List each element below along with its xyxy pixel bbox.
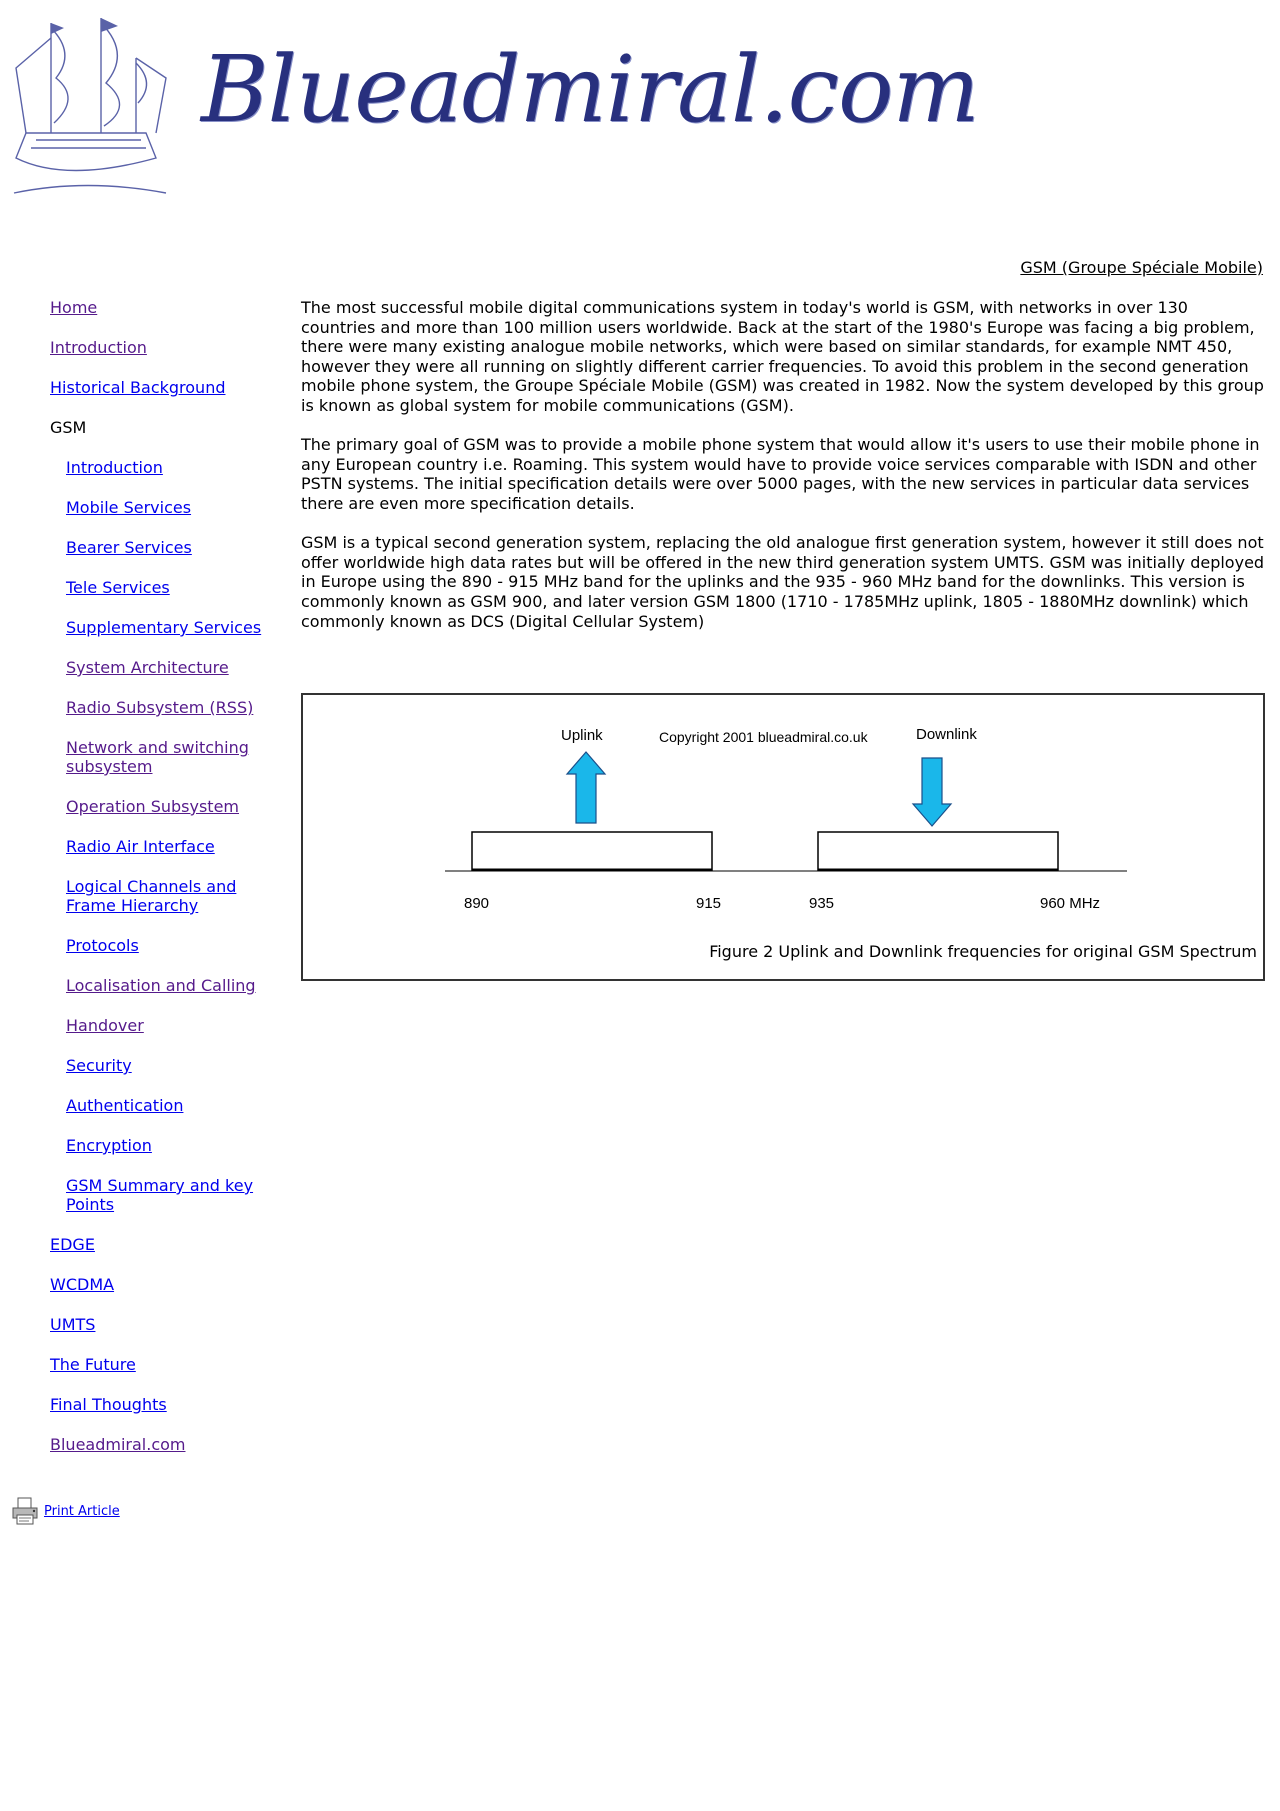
sidebar-item-authentication[interactable]: Authentication xyxy=(66,1096,184,1115)
frequency-figure xyxy=(301,693,1265,981)
figure-caption: Figure 2 Uplink and Downlink frequencies for original GSM Spectrum xyxy=(709,942,1257,961)
sidebar-item-umts[interactable]: UMTS xyxy=(50,1315,96,1334)
sidebar-item-home[interactable]: Home xyxy=(50,298,98,317)
sidebar-item-system-architecture[interactable]: System Architecture xyxy=(66,658,229,677)
downlink-label: Downlink xyxy=(916,726,977,743)
sidebar-item-logical-channels-and-frame-hierarchy[interactable]: Logical Channels and Frame Hierarchy xyxy=(66,877,237,915)
uplink-label: Uplink xyxy=(561,727,603,744)
ship-icon xyxy=(6,8,176,198)
sidebar-item-final-thoughts[interactable]: Final Thoughts xyxy=(50,1395,167,1414)
downlink-band xyxy=(818,832,1058,870)
paragraph: GSM is a typical second generation system, replacing the old analogue first generation system, however it still does not offer worldwide high data rates but will be offered in the new third generation system UMTS. GSM was initially deployed in Europe using the 890 - 915 MHz band for the uplinks and the 935 - 960 MHz band for the downlinks. This version is commonly known as GSM 900, and later version GSM 1800 (1710 - 1785MHz uplink, 1805 - 1880MHz downlink) which commonly known as DCS (Digital Cellular System) xyxy=(301,533,1265,631)
sidebar-item-protocols[interactable]: Protocols xyxy=(66,936,139,955)
sidebar-item-operation-subsystem[interactable]: Operation Subsystem xyxy=(66,797,240,816)
uplink-band xyxy=(472,832,712,870)
sidebar-item-security[interactable]: Security xyxy=(66,1056,132,1075)
tick-890: 890 xyxy=(464,895,490,912)
sidebar-item-wcdma[interactable]: WCDMA xyxy=(50,1275,115,1294)
site-logo xyxy=(6,8,979,203)
sidebar-item-gsm: GSM xyxy=(50,418,87,437)
paragraph: The primary goal of GSM was to provide a mobile phone system that would allow it's users to use their mobile phone in any European country i.e. Roaming. This system would have to provide voice services comparable with ISDN and other PSTN systems. The initial specification details were over 5000 pages, with the new services in particular data services there are even more specification details. xyxy=(301,435,1260,513)
sidebar-item-introduction[interactable]: Introduction xyxy=(50,338,147,357)
sidebar-item-blueadmiral-com[interactable]: Blueadmiral.com xyxy=(50,1435,186,1454)
sidebar-item-localisation-and-calling[interactable]: Localisation and Calling xyxy=(66,976,256,995)
tick-915: 915 xyxy=(696,895,722,912)
sidebar-item-network-and-switching-subsystem[interactable]: Network and switching subsystem xyxy=(66,738,249,776)
sidebar-item-encryption[interactable]: Encryption xyxy=(66,1136,152,1155)
sidebar-item-mobile-services[interactable]: Mobile Services xyxy=(66,498,192,517)
sidebar-item-historical-background[interactable]: Historical Background xyxy=(50,378,226,397)
sidebar-nav xyxy=(50,298,280,1475)
tick-935: 935 xyxy=(809,895,835,912)
sidebar-item-the-future[interactable]: The Future xyxy=(50,1355,136,1374)
sidebar-item-edge[interactable]: EDGE xyxy=(50,1235,95,1254)
sidebar-item-introduction[interactable]: Introduction xyxy=(66,458,163,477)
sidebar-item-gsm-summary-and-key-points[interactable]: GSM Summary and key Points xyxy=(66,1176,254,1214)
logo-text: Blueadmiral.com xyxy=(201,36,979,143)
paragraph: The most successful mobile digital communications system in today's world is GSM, with networks in over 130 countries and more than 100 million users worldwide. Back at the start of the 1980's Europe was facing a big problem, there were many existing analogue mobile networks, which were based on similar standards, for example NMT 450, however they were all running on slightly different carrier frequencies. To avoid this problem in the second generation mobile phone system, the Groupe Spéciale Mobile (GSM) was created in 1982. Now the system developed by this group is known as global system for mobile communications (GSM). xyxy=(301,298,1264,415)
printer-icon[interactable] xyxy=(10,1496,40,1526)
print-article-link[interactable]: Print Article xyxy=(44,1503,120,1519)
article-body xyxy=(301,298,1266,651)
sidebar-item-bearer-services[interactable]: Bearer Services xyxy=(66,538,192,557)
copyright-text: Copyright 2001 blueadmiral.co.uk xyxy=(659,729,868,745)
sidebar-item-tele-services[interactable]: Tele Services xyxy=(66,578,170,597)
frequency-diagram xyxy=(303,695,1263,979)
print-article[interactable] xyxy=(10,1496,120,1526)
uplink-arrow-icon xyxy=(567,752,605,823)
tick-960: 960 MHz xyxy=(1040,895,1101,912)
sidebar-item-supplementary-services[interactable]: Supplementary Services xyxy=(66,618,262,637)
sidebar-item-radio-air-interface[interactable]: Radio Air Interface xyxy=(66,837,215,856)
downlink-arrow-icon xyxy=(913,758,951,826)
sidebar-item-handover[interactable]: Handover xyxy=(66,1016,144,1035)
sidebar-item-radio-subsystem-rss[interactable]: Radio Subsystem (RSS) xyxy=(66,698,254,717)
page-title[interactable]: GSM (Groupe Spéciale Mobile) xyxy=(1020,258,1263,277)
